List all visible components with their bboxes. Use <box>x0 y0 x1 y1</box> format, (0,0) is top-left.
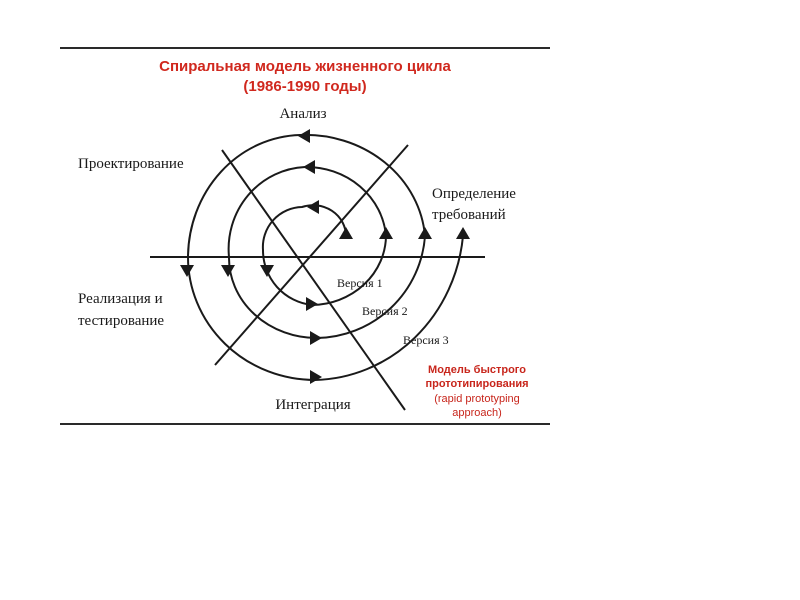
note-line-1: Модель быстрого <box>428 364 526 376</box>
arrow-right-2 <box>310 331 322 345</box>
label-version-3: Версия 3 <box>403 333 449 347</box>
label-implementation-2: тестирование <box>78 313 165 329</box>
diagram-title: Спиральная модель жизненного цикла <box>159 58 451 75</box>
label-version-1: Версия 1 <box>337 276 383 290</box>
note-line-2: прототипирования <box>425 378 529 390</box>
arrow-up-1 <box>339 227 353 239</box>
label-implementation-1: Реализация и <box>78 291 163 307</box>
label-requirements-2: требований <box>432 207 506 223</box>
arrow-down-3 <box>260 265 274 277</box>
label-version-2: Версия 2 <box>362 304 408 318</box>
arrow-right-3 <box>310 370 322 384</box>
arrow-left-2 <box>303 160 315 174</box>
diagram-subtitle: (1986-1990 годы) <box>243 78 367 95</box>
label-integration: Интеграция <box>275 397 351 413</box>
spiral-loop-1 <box>263 205 386 305</box>
label-design: Проектирование <box>78 156 184 172</box>
arrow-down-2 <box>221 265 235 277</box>
arrow-left-1 <box>298 129 310 143</box>
arrow-up-3 <box>418 227 432 239</box>
arrow-down-1 <box>180 265 194 277</box>
arrow-up-4 <box>456 227 470 239</box>
label-analysis: Анализ <box>279 106 327 122</box>
arrow-left-3 <box>307 200 319 214</box>
note-line-3: (rapid prototyping <box>434 393 520 405</box>
note-line-4: approach) <box>452 407 502 419</box>
label-requirements-1: Определение <box>432 186 516 202</box>
arrow-right-1 <box>306 297 318 311</box>
arrow-up-2 <box>379 227 393 239</box>
